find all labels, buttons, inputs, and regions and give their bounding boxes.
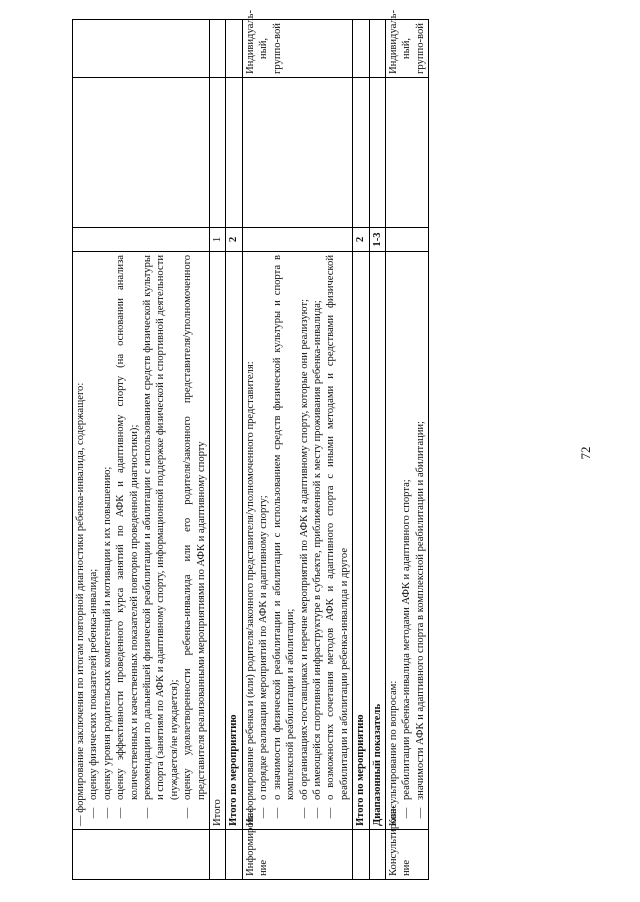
- range-label: Диапазонный показатель: [369, 252, 385, 830]
- table-row: [226, 20, 242, 880]
- consult-lead: Консультирование по вопросам:: [387, 680, 399, 826]
- list-item: — оценку физических показателей ребенка-инвалида;: [88, 568, 100, 819]
- table-row: [73, 20, 210, 880]
- list-item: — оценку удовлетворенности ребенка-инвалида или его родителя/законного представителя/уполномоченного представителя реализованными мероприятиями по АФК и адаптивному спорту: [182, 255, 207, 819]
- list-item: — о возможностях сочетания методов АФК и адаптивного спорта с иными методами и средствами физической реабилитации и абилитации ребенка-инвалида и другое: [325, 255, 350, 819]
- table-row: [210, 20, 226, 880]
- form-label: Индивидуаль-ный, группо-вой: [242, 20, 352, 78]
- range-value: 1-3: [369, 228, 385, 252]
- activity-label: Консультирова-ние: [385, 830, 428, 880]
- table-row: [242, 20, 352, 880]
- list-item: — оценку уровня родительских компетенций и мотивации к их повышению;: [101, 466, 113, 819]
- forming-lead: — формирование заключения по итогам повторной диагностики ребенка-инвалида, содержащего:: [75, 382, 86, 826]
- itogo-value: 1: [210, 228, 226, 252]
- list-item: — рекомендации по дальнейшей физической реабилитации и абилитации с использованием средств физической культуры и спорта (занятиям по АФК и адаптивному спорту, информационной поддержке физической и спортивной деятельности (нуждается/не нуждается);: [142, 255, 180, 819]
- form-cell: [73, 20, 210, 78]
- itogo-meropr-value: 2: [226, 228, 242, 252]
- services-table: [72, 9, 429, 880]
- list-item: — об организациях-поставщиках и перечне мероприятий по АФК и адаптивному спорту, которые они реализуют;: [298, 299, 310, 819]
- table-row: [385, 20, 428, 880]
- itogo-meropr-label: Итого по мероприятию: [226, 252, 242, 830]
- activity-cell: [73, 830, 210, 880]
- empty-cell: [73, 78, 210, 228]
- itogo-meropr-value: 2: [353, 228, 369, 252]
- page-number: 72: [578, 446, 593, 460]
- description-cell: [385, 252, 428, 830]
- table-row: [369, 20, 385, 880]
- activity-label: Информирова-ние: [242, 830, 352, 880]
- list-item: — об имеющейся спортивной инфраструктуре в субъекте, приближенной к месту проживания ребенка-инвалида;: [311, 300, 323, 819]
- description-cell: [242, 252, 352, 830]
- list-item: — значимости АФК и адаптивного спорта в комплексной реабилитации и абилитации;: [414, 421, 426, 819]
- list-item: — реабилитации ребенка-инвалида методами АФК и адаптивного спорта;: [401, 479, 413, 819]
- count-cell: [73, 228, 210, 252]
- inform-lead: Информирование ребенка и (или) родителя/законного представителя/уполномоченного представителя:: [244, 361, 256, 826]
- itogo-meropr-label: Итого по мероприятию: [353, 252, 369, 830]
- form-label: Индивидуаль-ный, группо-вой: [385, 20, 428, 78]
- list-item: — о порядке реализации мероприятий по АФК и адаптивному спорту;: [258, 495, 270, 819]
- description-cell: [73, 252, 210, 830]
- itogo-label: Итого: [210, 252, 226, 830]
- list-item: — о значимости физической реабилитации и абилитации с использованием средств физической культуры и спорта в комплексной реабилитации и абилитации;: [271, 255, 297, 819]
- list-item: — оценку эффективности проведенного курса занятий по АФК и адаптивному спорту (на основании анализа количественных и качественных показателей повторно проведенной диагностики);: [115, 255, 140, 819]
- table-row: [353, 20, 369, 880]
